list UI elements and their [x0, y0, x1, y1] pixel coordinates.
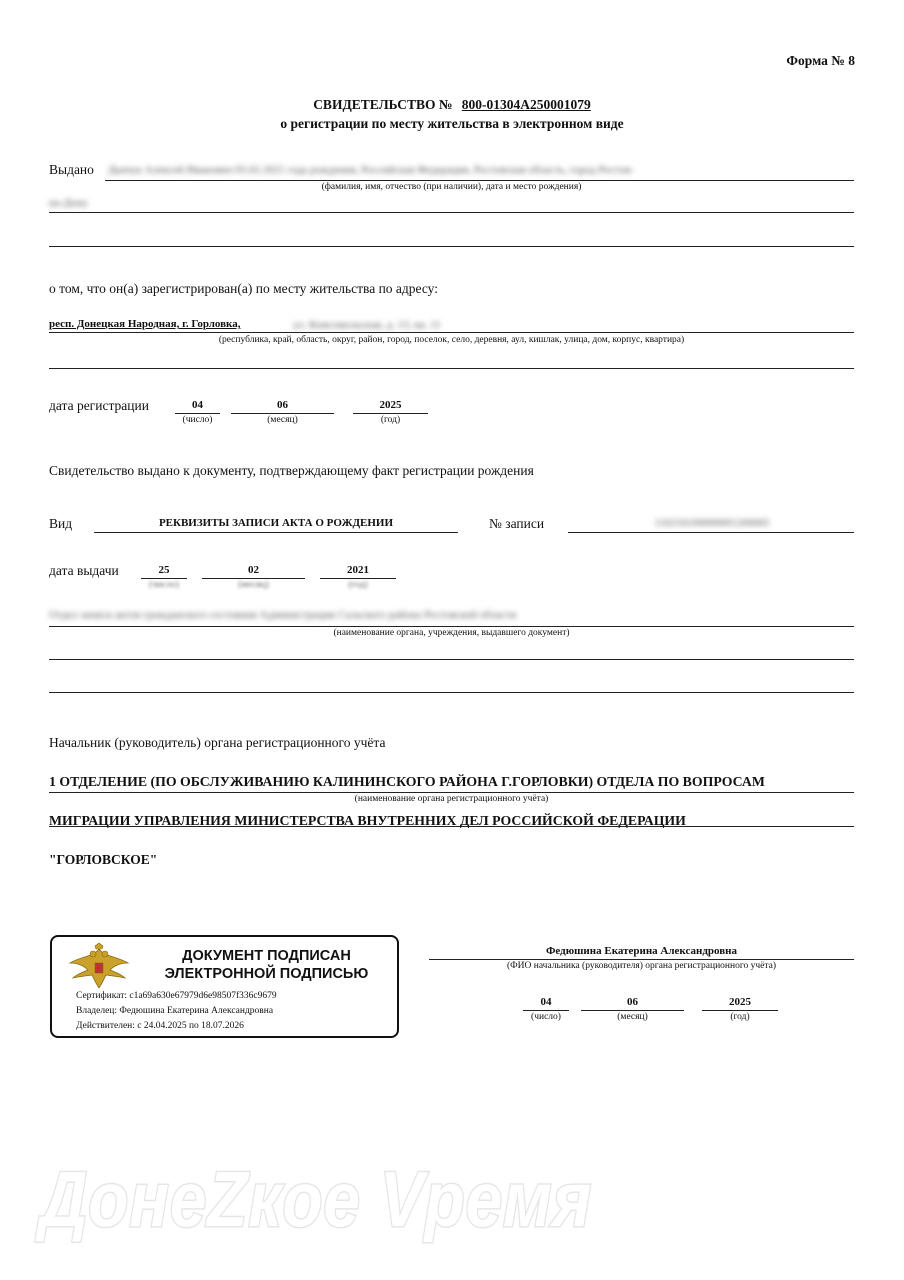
head-org-line1: 1 ОТДЕЛЕНИЕ (ПО ОБСЛУЖИВАНИЮ КАЛИНИНСКОГО РАЙОНА Г.ГОРЛОВКИ) ОТДЕЛА ПО ВОПРОСАМ: [49, 774, 765, 789]
signatory-hint: (ФИО начальника (руководителя) органа регистрационного учёта): [506, 961, 777, 971]
issue-day-line: [141, 578, 187, 579]
document-title: [0, 97, 904, 113]
registration-date-label: дата регистрации: [49, 398, 149, 413]
address-line-1: [49, 332, 854, 333]
address-visible: респ. Донецкая Народная, г. Горловка,: [49, 318, 241, 330]
head-label: Начальник (руководитель) органа регистрационного учёта: [49, 735, 386, 750]
issuer-line-1: [49, 626, 854, 627]
document-subtitle: о регистрации по месту жительства в электронном виде: [280, 116, 624, 131]
head-org-line2: МИГРАЦИИ УПРАВЛЕНИЯ МИНИСТЕРСТВА ВНУТРЕННИХ ДЕЛ РОССИЙСКОЙ ФЕДЕРАЦИИ: [49, 813, 686, 828]
watermark: [34, 1148, 598, 1243]
document-kind-line: [94, 532, 458, 533]
registration-month: 06: [277, 399, 288, 411]
head-org-line-1: [49, 792, 854, 793]
issue-month-hint: (месяц): [238, 580, 269, 590]
signature-month: 06: [627, 996, 638, 1008]
record-number-line: [568, 532, 854, 533]
issued-line-1: [105, 180, 854, 181]
issue-year: 2021: [347, 564, 369, 576]
eagle-emblem-icon: [66, 943, 132, 989]
registration-day-hint: (число): [182, 415, 213, 425]
signature-day: 04: [540, 996, 552, 1008]
signatory-name: Федюшина Екатерина Александровна: [545, 945, 738, 957]
issue-day: 25: [158, 564, 170, 576]
document-intro: Свидетельство выдано к документу, подтверждающему факт регистрации рождения: [49, 463, 534, 478]
stamp-valid: Действителен: с 24.04.2025 по 18.07.2026: [76, 1021, 244, 1031]
issue-year-hint: (год): [348, 580, 368, 590]
issuer-line-2: [49, 659, 854, 660]
electronic-signature-stamp: [50, 935, 399, 1038]
issued-person-line2: на-Дону: [49, 197, 88, 209]
issue-month-line: [202, 578, 305, 579]
issued-hint: (фамилия, имя, отчество (при наличии), дата и место рождения): [321, 182, 582, 192]
document-kind-label: Вид: [49, 516, 73, 531]
registration-year: 2025: [379, 399, 402, 411]
watermark-text: ДонеZкое Vремя: [34, 1155, 593, 1243]
address-hidden: ул. Комсомольская, д. 13, кв. 11: [293, 319, 441, 331]
registration-year-hint: (год): [380, 415, 401, 425]
certificate-number: 800-01304А250001079: [461, 97, 591, 112]
issuer-hint: (наименование органа, учреждения, выдавшего документ): [333, 628, 570, 638]
stamp-title-line2: ЭЛЕКТРОННОЙ ПОДПИСЬЮ: [164, 966, 369, 982]
issued-line-3: [49, 246, 854, 247]
stamp-title-line1: ДОКУМЕНТ ПОДПИСАН: [182, 948, 351, 964]
stamp-certificate: Сертификат: c1a69a630e67979d6e98507f336c9679: [76, 991, 277, 1001]
issuer-line-3: [49, 692, 854, 693]
stamp-owner: Владелец: Федюшина Екатерина Александровна: [76, 1006, 274, 1016]
issue-month: 02: [248, 564, 259, 576]
signature-year-hint: (год): [730, 1012, 750, 1022]
issued-line-2: [49, 212, 854, 213]
issue-date-label: дата выдачи: [49, 563, 119, 578]
signature-month-hint: (месяц): [617, 1012, 648, 1022]
document-kind-value: РЕКВИЗИТЫ ЗАПИСИ АКТА О РОЖДЕНИИ: [158, 517, 394, 529]
registration-day-line: [175, 413, 220, 414]
signature-day-line: [523, 1010, 569, 1011]
address-hint: (республика, край, область, округ, район, город, поселок, село, деревня, аул, кишлак, улица, дом, корпус, квартира): [218, 335, 685, 345]
registration-month-line: [231, 413, 334, 414]
issued-label: Выдано: [49, 162, 94, 177]
address-line-2: [49, 368, 854, 369]
signature-month-line: [581, 1010, 684, 1011]
record-number-label: № записи: [489, 516, 545, 531]
issued-person-line1: Дьячук Алексей Иванович 05.02.2021 года рождения, Российская Федерация, Ростовская область, город Ростов-: [108, 164, 635, 176]
registration-year-line: [353, 413, 428, 414]
head-org-hint: (наименование органа регистрационного учёта): [354, 794, 549, 804]
signature-day-hint: (число): [531, 1012, 561, 1022]
title-prefix: СВИДЕТЕЛЬСТВО №: [313, 97, 453, 112]
signatory-line: [429, 959, 854, 960]
registration-intro: о том, что он(а) зарегистрирован(а) по месту жительства по адресу:: [49, 281, 439, 296]
signature-year-line: [702, 1010, 778, 1011]
head-org-line-2: [49, 826, 854, 827]
registration-month-hint: (месяц): [267, 415, 298, 425]
registration-day: 04: [192, 399, 203, 411]
record-number-value: 110216100000001200005: [654, 517, 770, 529]
issue-day-hint: (число): [149, 580, 179, 590]
form-number: Форма № 8: [786, 53, 855, 68]
head-org-line3: "ГОРЛОВСКОЕ": [49, 852, 158, 867]
issuer-name: Отдел записи актов гражданского состояния Администрации Сальского района Ростовской области: [49, 609, 517, 621]
issue-year-line: [320, 578, 396, 579]
signature-year: 2025: [729, 996, 751, 1008]
